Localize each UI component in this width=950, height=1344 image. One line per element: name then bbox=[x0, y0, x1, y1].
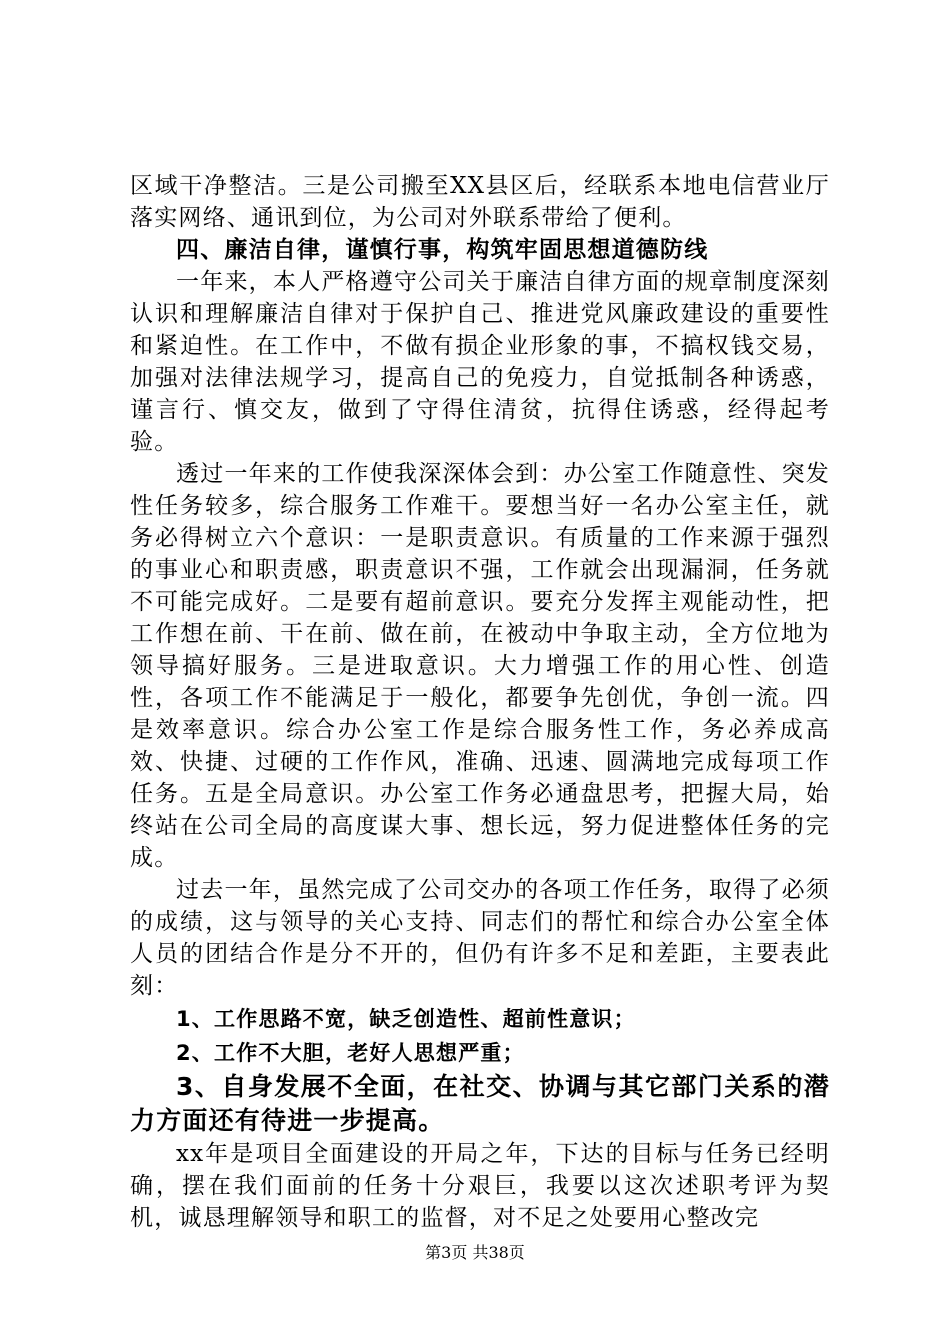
page-number-footer: 第3页 共38页 bbox=[425, 1243, 525, 1262]
list-item-3: 3、自身发展不全面，在社交、协调与其它部门关系的潜力方面还有待进一步提高。 bbox=[130, 1072, 830, 1135]
paragraph-outlook: xx年是项目全面建设的开局之年，下达的目标与任务已经明确，摆在我们面前的任务十分艰巨，我要以这次述职考评为契机，诚恳理解领导和职工的监督，对不足之处要用心整改完 bbox=[130, 1141, 830, 1231]
document-body bbox=[130, 170, 830, 1234]
list-item-1: 1、工作思路不宽，缺乏创造性、超前性意识； bbox=[176, 1007, 636, 1031]
list-item-2: 2、工作不大胆，老好人思想严重； bbox=[176, 1041, 525, 1065]
paragraph-integrity: 一年来，本人严格遵守公司关于廉洁自律方面的规章制度深刻认识和理解廉洁自律对于保护自己、推进党风廉政建设的重要性和紧迫性。在工作中，不做有损企业形象的事，不搞权钱交易，加强对法律法规学习，提高自己的免疫力，自觉抵制各种诱惑，谨言行、慎交友，做到了守得住清贫，抗得住诱惑，经得起考验。 bbox=[130, 269, 830, 455]
paragraph-awareness: 透过一年来的工作使我深深体会到：办公室工作随意性、突发性任务较多，综合服务工作难干。要想当好一名办公室主任，就务必得树立六个意识：一是职责意识。有质量的工作来源于强烈的事业心和职责感，职责意识不强，工作就会出现漏洞，任务就不可能完成好。二是要有超前意识。要充分发挥主观能动性，把工作想在前、干在前、做在前，在被动中争取主动，全方位地为领导搞好服务。三是进取意识。大力增强工作的用心性、创造性，各项工作不能满足于一般化，都要争先创优，争创一流。四是效率意识。综合办公室工作是综合服务性工作，务必养成高效、快捷、过硬的工作作风，准确、迅速、圆满地完成每项工作任务。五是全局意识。办公室工作务必通盘思考，把握大局，始终站在公司全局的高度谋大事、想长远，努力促进整体任务的完成。 bbox=[130, 461, 830, 871]
paragraph-shortcomings: 过去一年，虽然完成了公司交办的各项工作任务，取得了必须的成绩，这与领导的关心支持、同志们的帮忙和综合办公室全体人员的团结合作是分不开的，但仍有许多不足和差距，主要表此刻： bbox=[130, 877, 830, 999]
paragraph-continuation: 区域干净整洁。三是公司搬至XX县区后，经联系本地电信营业厅落实网络、通讯到位，为公司对外联系带给了便利。 bbox=[130, 173, 830, 231]
section-heading: 四、廉洁自律，谨慎行事，构筑牢固思想道德防线 bbox=[176, 237, 709, 263]
